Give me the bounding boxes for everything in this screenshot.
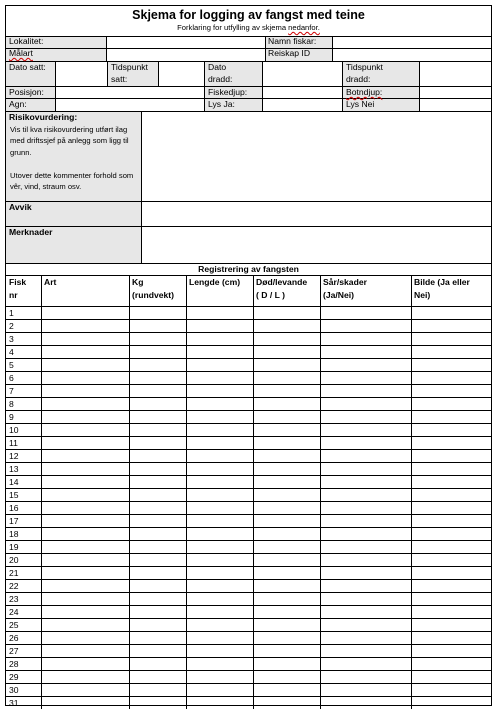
grid-line (107, 61, 108, 86)
row-number: 16 (9, 503, 19, 513)
table-cell[interactable] (41, 358, 129, 371)
row-number: 24 (9, 607, 19, 617)
table-cell[interactable] (411, 657, 491, 670)
table-cell[interactable] (41, 670, 129, 683)
table-cell[interactable] (186, 592, 253, 605)
table-cell[interactable] (186, 332, 253, 345)
table-cell[interactable] (320, 423, 411, 436)
table-cell[interactable] (411, 670, 491, 683)
table-cell[interactable] (41, 501, 129, 514)
table-cell[interactable] (253, 410, 320, 423)
table-cell[interactable] (253, 436, 320, 449)
risk-description: Vis til kva risikovurdering utført ilag med driftssjef på anlegg som ligg til grunn. (10, 125, 129, 157)
table-cell[interactable] (41, 618, 129, 631)
row-number: 10 (9, 425, 19, 435)
table-cell[interactable] (186, 488, 253, 501)
column-header (132, 277, 174, 301)
table-cell[interactable] (186, 306, 253, 319)
table-cell[interactable] (411, 423, 491, 436)
column-header (323, 277, 367, 301)
grid-line (55, 61, 56, 111)
row-number: 19 (9, 542, 19, 552)
table-cell[interactable] (129, 436, 186, 449)
table-cell[interactable] (253, 358, 320, 371)
table-cell[interactable] (411, 592, 491, 605)
table-cell[interactable] (320, 449, 411, 462)
grid-line (6, 226, 491, 227)
table-cell[interactable] (320, 579, 411, 592)
table-cell[interactable] (186, 475, 253, 488)
table-cell[interactable] (320, 592, 411, 605)
table-cell[interactable] (411, 319, 491, 332)
column-header-line: Lengde (cm) (189, 277, 241, 287)
row-number: 15 (9, 490, 19, 500)
table-cell[interactable] (186, 696, 253, 709)
table-cell[interactable] (129, 670, 186, 683)
table-cell[interactable] (41, 319, 129, 332)
grid-line (419, 61, 420, 111)
column-header-line: (Ja/Nei) (323, 290, 355, 300)
table-cell[interactable] (186, 449, 253, 462)
table-cell[interactable] (41, 475, 129, 488)
table-cell[interactable] (253, 631, 320, 644)
table-cell[interactable] (186, 553, 253, 566)
table-cell[interactable] (411, 579, 491, 592)
table-cell[interactable] (129, 644, 186, 657)
table-cell[interactable] (186, 644, 253, 657)
row-number: 3 (9, 334, 14, 344)
table-cell[interactable] (411, 475, 491, 488)
row-number: 7 (9, 386, 14, 396)
column-header-line: Art (44, 277, 57, 287)
table-cell[interactable] (253, 332, 320, 345)
row-number: 25 (9, 620, 19, 630)
table-cell[interactable] (129, 631, 186, 644)
table-cell[interactable] (320, 670, 411, 683)
label-malart: Målart (9, 48, 33, 58)
table-cell[interactable] (186, 540, 253, 553)
table-cell[interactable] (320, 527, 411, 540)
table-cell[interactable] (41, 696, 129, 709)
label-lys-ja: Lys Ja: (208, 99, 235, 109)
table-cell[interactable] (129, 319, 186, 332)
table-cell[interactable] (129, 566, 186, 579)
table-cell[interactable] (129, 696, 186, 709)
table-cell[interactable] (129, 306, 186, 319)
table-cell[interactable] (411, 527, 491, 540)
table-cell[interactable] (129, 384, 186, 397)
table-cell[interactable] (41, 605, 129, 618)
grid-line (158, 61, 159, 86)
table-cell[interactable] (411, 514, 491, 527)
table-cell[interactable] (320, 436, 411, 449)
table-cell[interactable] (129, 358, 186, 371)
table-cell[interactable] (186, 410, 253, 423)
column-header-line: Bilde (Ja eller (414, 277, 470, 287)
form-title: Skjema for logging av fangst med teine (132, 8, 365, 22)
table-cell[interactable] (411, 696, 491, 709)
table-cell[interactable] (320, 540, 411, 553)
grid-line (6, 36, 491, 37)
table-cell[interactable] (186, 514, 253, 527)
label-lys-nei: Lys Nei (346, 99, 375, 109)
table-cell[interactable] (186, 566, 253, 579)
table-cell[interactable] (411, 332, 491, 345)
column-header-line: Nei) (414, 290, 431, 300)
table-cell[interactable] (411, 644, 491, 657)
row-number: 29 (9, 672, 19, 682)
table-cell[interactable] (411, 605, 491, 618)
table-cell[interactable] (41, 514, 129, 527)
table-cell[interactable] (253, 449, 320, 462)
table-cell[interactable] (41, 657, 129, 670)
table-cell[interactable] (129, 332, 186, 345)
table-cell[interactable] (186, 527, 253, 540)
table-cell[interactable] (186, 345, 253, 358)
row-number: 8 (9, 399, 14, 409)
label-lokalitet: Lokalitet: (9, 36, 44, 46)
label-tidspunkt-satt-2: satt: (111, 74, 128, 84)
row-number: 6 (9, 373, 14, 383)
table-cell[interactable] (411, 410, 491, 423)
table-cell[interactable] (320, 358, 411, 371)
column-header-line: Fisk (9, 277, 27, 287)
table-cell[interactable] (41, 423, 129, 436)
table-cell[interactable] (41, 683, 129, 696)
grid-line (265, 36, 266, 61)
row-number: 27 (9, 646, 19, 656)
table-cell[interactable] (41, 631, 129, 644)
label-merknader: Merknader (9, 227, 53, 237)
table-cell[interactable] (253, 670, 320, 683)
row-number: 13 (9, 464, 19, 474)
table-cell[interactable] (320, 631, 411, 644)
table-cell[interactable] (253, 319, 320, 332)
table-cell[interactable] (186, 501, 253, 514)
table-cell[interactable] (253, 657, 320, 670)
table-cell[interactable] (186, 371, 253, 384)
table-cell[interactable] (41, 345, 129, 358)
table-cell[interactable] (411, 371, 491, 384)
label-tidspunkt-dradd-1: Tidspunkt (346, 62, 383, 72)
column-header-line: Kg (132, 277, 144, 287)
table-cell[interactable] (129, 345, 186, 358)
table-cell[interactable] (411, 345, 491, 358)
table-cell[interactable] (253, 605, 320, 618)
table-cell[interactable] (129, 540, 186, 553)
table-cell[interactable] (186, 657, 253, 670)
table-cell[interactable] (411, 436, 491, 449)
table-cell[interactable] (320, 371, 411, 384)
label-dato-dradd-2: dradd: (208, 74, 233, 84)
row-number: 14 (9, 477, 19, 487)
table-cell[interactable] (320, 501, 411, 514)
table-cell[interactable] (41, 644, 129, 657)
label-dato-dradd-1: Dato (208, 62, 227, 72)
table-cell[interactable] (411, 358, 491, 371)
label-posisjon: Posisjon: (9, 87, 44, 97)
row-number: 22 (9, 581, 19, 591)
table-cell[interactable] (411, 501, 491, 514)
table-cell[interactable] (320, 332, 411, 345)
table-cell[interactable] (411, 683, 491, 696)
table-cell[interactable] (186, 423, 253, 436)
table-cell[interactable] (129, 579, 186, 592)
column-header (9, 277, 26, 301)
table-cell[interactable] (186, 683, 253, 696)
table-cell[interactable] (41, 579, 129, 592)
table-cell[interactable] (129, 410, 186, 423)
table-cell[interactable] (253, 683, 320, 696)
table-cell[interactable] (320, 618, 411, 631)
table-cell[interactable] (186, 358, 253, 371)
table-cell[interactable] (41, 306, 129, 319)
table-cell[interactable] (411, 566, 491, 579)
table-cell[interactable] (41, 540, 129, 553)
table-cell[interactable] (320, 488, 411, 501)
column-header-line: (rundvekt) (132, 290, 175, 300)
label-dato-satt: Dato satt: (9, 62, 46, 72)
row-number: 23 (9, 594, 19, 604)
table-cell[interactable] (253, 397, 320, 410)
table-cell[interactable] (253, 540, 320, 553)
risk-conditions: Utover dette kommenter forhold som vêr, vind, straum osv. (10, 171, 134, 192)
column-header (414, 277, 470, 301)
table-cell[interactable] (253, 306, 320, 319)
table-cell[interactable] (129, 397, 186, 410)
table-cell[interactable] (41, 488, 129, 501)
form-subtitle (6, 23, 491, 32)
table-cell[interactable] (320, 306, 411, 319)
table-cell[interactable] (129, 553, 186, 566)
label-fiskedjup: Fiskedjup: (208, 87, 248, 97)
label-botndjup: Botndjup: (346, 87, 383, 97)
column-header-line: ( D / L ) (256, 290, 285, 300)
table-cell[interactable] (320, 644, 411, 657)
grid-line (262, 61, 263, 111)
table-cell[interactable] (41, 527, 129, 540)
grid-line (342, 61, 343, 111)
table-cell[interactable] (320, 657, 411, 670)
row-number: 28 (9, 659, 19, 669)
table-cell[interactable] (411, 553, 491, 566)
column-header (44, 277, 56, 290)
table-cell[interactable] (253, 462, 320, 475)
table-cell[interactable] (41, 436, 129, 449)
table-cell[interactable] (320, 605, 411, 618)
table-cell[interactable] (253, 553, 320, 566)
label-tidspunkt-satt-1: Tidspunkt (111, 62, 148, 72)
table-cell[interactable] (186, 319, 253, 332)
table-cell[interactable] (41, 410, 129, 423)
grid-line (6, 201, 491, 202)
row-number: 30 (9, 685, 19, 695)
grid-line (204, 61, 205, 111)
table-cell[interactable] (41, 397, 129, 410)
table-cell[interactable] (253, 579, 320, 592)
table-cell[interactable] (320, 345, 411, 358)
table-cell[interactable] (129, 605, 186, 618)
table-cell[interactable] (41, 592, 129, 605)
table-cell[interactable] (41, 553, 129, 566)
table-cell[interactable] (411, 631, 491, 644)
column-header-line: Sår/skader (323, 277, 367, 287)
table-cell[interactable] (41, 371, 129, 384)
table-cell[interactable] (186, 579, 253, 592)
row-number: 21 (9, 568, 19, 578)
label-risikovurdering: Risikovurdering: (9, 112, 78, 122)
row-number: 20 (9, 555, 19, 565)
logging-form (5, 5, 492, 706)
table-cell[interactable] (186, 670, 253, 683)
table-cell[interactable] (186, 462, 253, 475)
grid-line (332, 36, 333, 61)
table-cell[interactable] (411, 540, 491, 553)
table-cell[interactable] (253, 371, 320, 384)
table-cell[interactable] (129, 683, 186, 696)
table-cell[interactable] (129, 488, 186, 501)
table-cell[interactable] (129, 592, 186, 605)
row-number: 2 (9, 321, 14, 331)
table-cell[interactable] (129, 657, 186, 670)
row-number: 5 (9, 360, 14, 370)
table-cell[interactable] (129, 618, 186, 631)
row-number: 17 (9, 516, 19, 526)
label-namn-fiskar: Namn fiskar: (268, 36, 317, 46)
table-cell[interactable] (320, 553, 411, 566)
table-cell[interactable] (411, 384, 491, 397)
table-cell[interactable] (41, 449, 129, 462)
row-number: 9 (9, 412, 14, 422)
subtitle-underlined: nedanfor. (288, 23, 320, 32)
table-cell[interactable] (411, 618, 491, 631)
table-cell[interactable] (129, 514, 186, 527)
table-cell[interactable] (129, 423, 186, 436)
table-cell[interactable] (129, 501, 186, 514)
table-cell[interactable] (411, 462, 491, 475)
table-cell[interactable] (253, 527, 320, 540)
table-cell[interactable] (253, 566, 320, 579)
table-cell[interactable] (320, 410, 411, 423)
grid-line (6, 111, 491, 112)
table-cell[interactable] (253, 618, 320, 631)
label-tidspunkt-dradd-2: dradd: (346, 74, 371, 84)
table-cell[interactable] (253, 423, 320, 436)
column-header-line: nr (9, 290, 18, 300)
table-cell[interactable] (186, 618, 253, 631)
table-cell[interactable] (253, 644, 320, 657)
table-cell[interactable] (129, 527, 186, 540)
column-header (256, 277, 307, 301)
table-cell[interactable] (253, 488, 320, 501)
row-number: 26 (9, 633, 19, 643)
column-header (189, 277, 240, 290)
row-number: 1 (9, 308, 14, 318)
subtitle-text: Forklaring for utfylling av skjema (177, 23, 289, 32)
table-cell[interactable] (41, 332, 129, 345)
catch-table (6, 275, 491, 708)
table-cell[interactable] (411, 488, 491, 501)
table-cell[interactable] (129, 475, 186, 488)
table-cell[interactable] (41, 566, 129, 579)
row-number: 18 (9, 529, 19, 539)
registration-heading: Registrering av fangsten (198, 264, 299, 274)
table-cell[interactable] (320, 475, 411, 488)
table-cell[interactable] (253, 514, 320, 527)
label-agn: Agn: (9, 99, 27, 109)
table-cell[interactable] (186, 436, 253, 449)
grid-line (6, 48, 491, 49)
table-cell[interactable] (253, 696, 320, 709)
table-cell[interactable] (320, 397, 411, 410)
table-cell[interactable] (320, 319, 411, 332)
row-number: 12 (9, 451, 19, 461)
table-cell[interactable] (186, 605, 253, 618)
table-cell[interactable] (186, 631, 253, 644)
table-cell[interactable] (41, 384, 129, 397)
row-number: 11 (9, 438, 18, 448)
table-cell[interactable] (129, 462, 186, 475)
table-cell[interactable] (320, 696, 411, 709)
row-number: 4 (9, 347, 14, 357)
table-cell[interactable] (253, 501, 320, 514)
table-cell[interactable] (186, 384, 253, 397)
table-cell[interactable] (320, 462, 411, 475)
table-cell[interactable] (320, 566, 411, 579)
table-cell[interactable] (253, 475, 320, 488)
table-cell[interactable] (411, 397, 491, 410)
table-cell[interactable] (129, 449, 186, 462)
table-cell[interactable] (320, 384, 411, 397)
column-header-line: Død/levande (256, 277, 308, 287)
table-cell[interactable] (253, 384, 320, 397)
label-avvik: Avvik (9, 202, 32, 212)
label-reiskap-id: Reiskap ID (268, 48, 311, 58)
grid-line (106, 36, 107, 61)
table-cell[interactable] (253, 592, 320, 605)
table-cell[interactable] (320, 683, 411, 696)
table-cell[interactable] (411, 449, 491, 462)
table-cell[interactable] (411, 306, 491, 319)
table-cell[interactable] (186, 397, 253, 410)
table-cell[interactable] (41, 462, 129, 475)
table-cell[interactable] (253, 345, 320, 358)
row-number: 31 (9, 698, 19, 708)
table-cell[interactable] (129, 371, 186, 384)
table-cell[interactable] (320, 514, 411, 527)
